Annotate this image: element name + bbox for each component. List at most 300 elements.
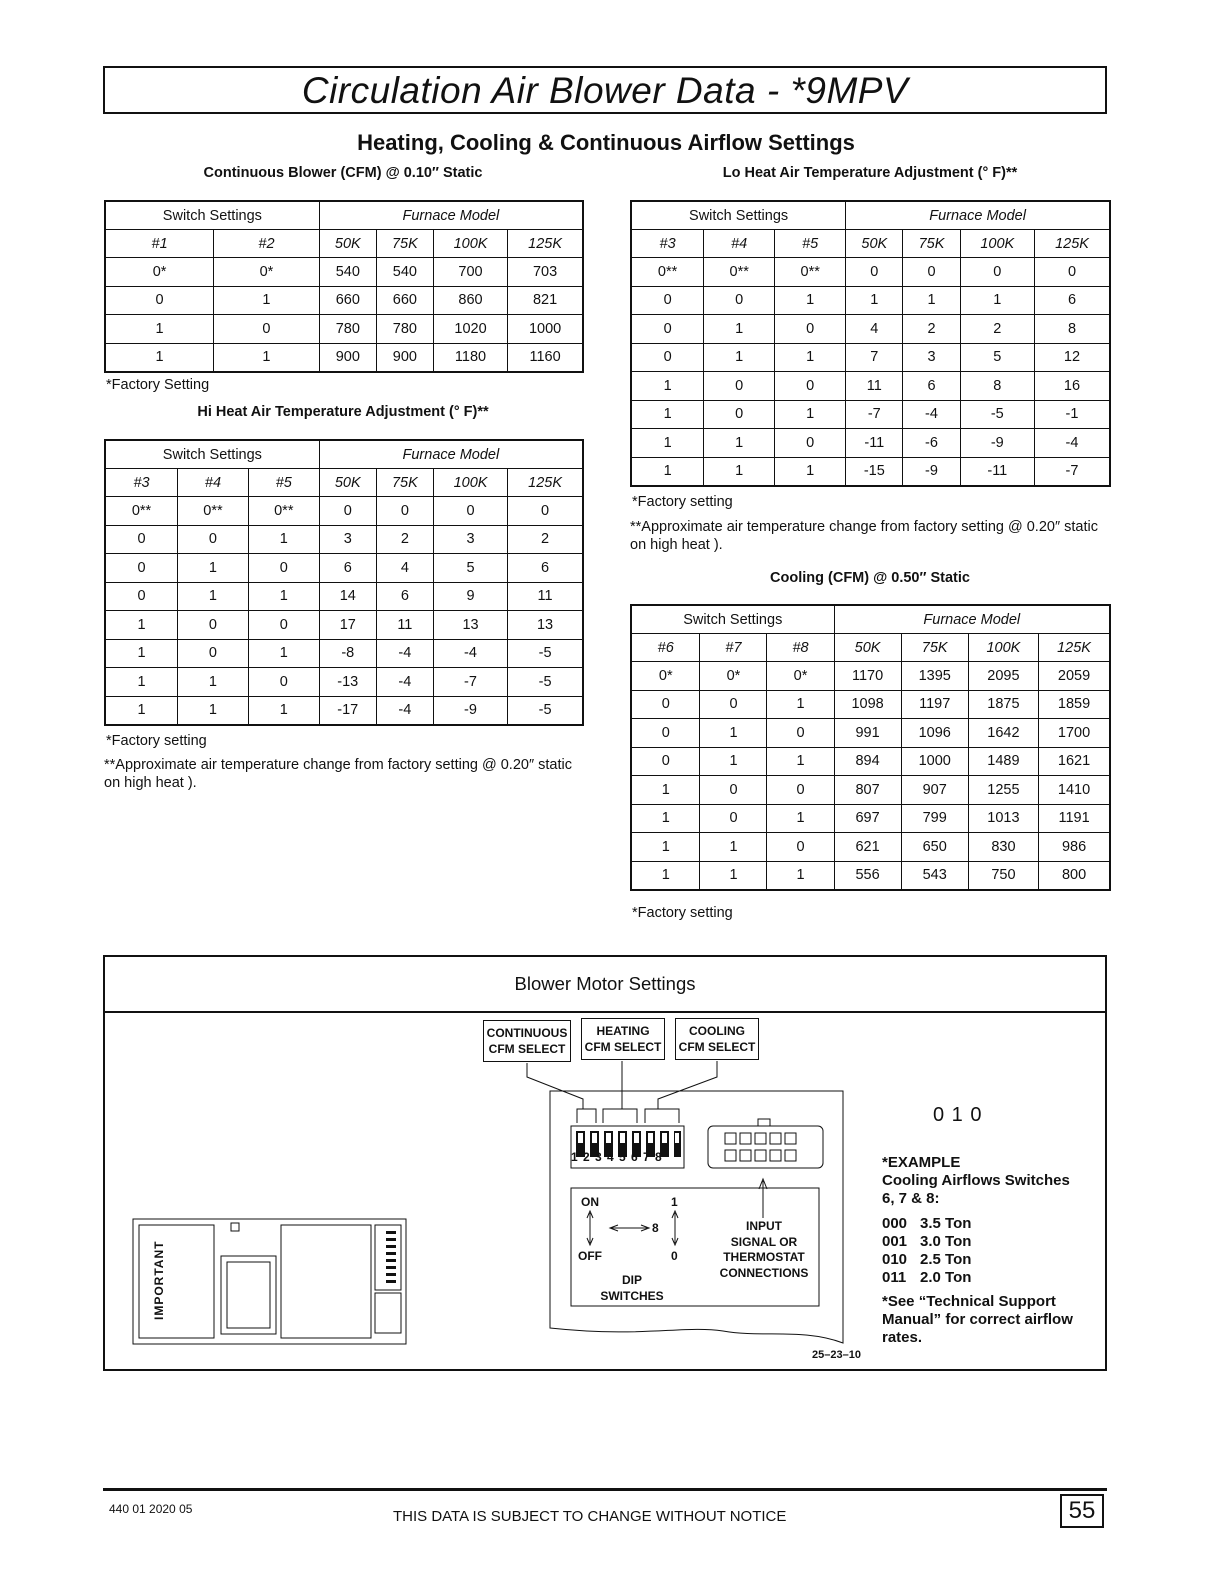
column-header: #5 <box>775 230 846 258</box>
table-cell: 1098 <box>834 690 901 719</box>
table-cell: 1096 <box>901 719 968 748</box>
sel-cooling-line2: CFM SELECT <box>678 1040 756 1054</box>
important-label: IMPORTANT <box>152 1240 166 1320</box>
table-cell: 1170 <box>834 662 901 691</box>
table-cell: 1642 <box>968 719 1038 748</box>
table-cell: 1 <box>775 286 846 315</box>
tons-list <box>882 1215 971 1287</box>
table-cell: 0 <box>704 400 775 429</box>
table-cell: 0 <box>700 776 767 805</box>
table-cell: 750 <box>968 861 1038 890</box>
table-cell: 540 <box>319 258 376 287</box>
input-line4: CONNECTIONS <box>719 1265 809 1280</box>
hi-heat-note1: *Factory setting <box>106 733 207 749</box>
blower-motor-heading: Blower Motor Settings <box>103 955 1107 1013</box>
table-cell: 0* <box>214 258 320 287</box>
column-header: #5 <box>248 469 319 497</box>
column-header: 100K <box>433 230 507 258</box>
column-header: 50K <box>846 230 903 258</box>
table-cell: 1 <box>700 861 767 890</box>
lo-heat-note1: *Factory setting <box>632 494 733 510</box>
table-cell: 894 <box>834 747 901 776</box>
connector-block <box>708 1126 823 1168</box>
table-cell: 807 <box>834 776 901 805</box>
column-header: #3 <box>631 230 704 258</box>
table-cell: 1 <box>775 457 846 486</box>
table-cell: -5 <box>508 696 583 725</box>
tons-code: 000 <box>882 1215 908 1232</box>
table-cell: 1700 <box>1039 719 1110 748</box>
table-cell: 703 <box>508 258 583 287</box>
column-header: 125K <box>1035 230 1111 258</box>
continuous-table <box>104 200 584 373</box>
page-title: Circulation Air Blower Data - *9MPV <box>301 70 909 111</box>
table-cell: 14 <box>319 582 376 611</box>
table-cell: -4 <box>376 696 433 725</box>
table-cell: 1 <box>631 833 700 862</box>
table-cell: -7 <box>846 400 903 429</box>
table-cell: 0 <box>433 497 507 526</box>
table-cell: 900 <box>376 343 433 372</box>
table-cell: 0 <box>508 497 583 526</box>
example-title: *EXAMPLE <box>882 1154 961 1171</box>
table-cell: 1 <box>775 400 846 429</box>
table-cell: 1 <box>178 668 249 697</box>
cooling-table <box>630 604 1111 891</box>
table-cell: 0 <box>704 372 775 401</box>
column-header: #4 <box>178 469 249 497</box>
table-cell: 0 <box>767 719 834 748</box>
table-cell: 0 <box>105 582 178 611</box>
table-row <box>105 582 583 611</box>
continuous-caption: Continuous Blower (CFM) @ 0.10″ Static <box>203 165 483 181</box>
dip-switches-label <box>597 1272 667 1304</box>
table-cell: 0 <box>775 429 846 458</box>
table-row <box>631 662 1110 691</box>
table-cell: 4 <box>846 315 903 344</box>
tons-code: 010 <box>882 1251 908 1268</box>
continuous-leader-line <box>527 1063 583 1109</box>
table-cell: 780 <box>376 315 433 344</box>
table-cell: 13 <box>433 611 507 640</box>
table-cell: -11 <box>960 457 1034 486</box>
input-line3: THERMOSTAT <box>723 1250 805 1264</box>
table-cell: 3 <box>433 525 507 554</box>
table-cell: 621 <box>834 833 901 862</box>
table-cell: 3 <box>319 525 376 554</box>
column-header: #1 <box>105 230 214 258</box>
table-row <box>105 315 583 344</box>
column-header: #6 <box>631 634 700 662</box>
table-cell: 1020 <box>433 315 507 344</box>
table-cell: 986 <box>1039 833 1110 862</box>
table-cell: 660 <box>319 286 376 315</box>
table-cell: 1000 <box>508 315 583 344</box>
table-cell: 8 <box>1035 315 1111 344</box>
table-cell: 0 <box>631 747 700 776</box>
column-header: 125K <box>508 230 583 258</box>
sel-continuous-line1: CONTINUOUS <box>486 1026 568 1040</box>
lo-heat-caption: Lo Heat Air Temperature Adjustment (° F)** <box>722 165 1018 181</box>
column-header: #7 <box>700 634 767 662</box>
table-cell: 0 <box>178 639 249 668</box>
sel-cooling-line1: COOLING <box>689 1024 745 1038</box>
table-cell: -9 <box>960 429 1034 458</box>
table-row <box>631 343 1110 372</box>
table-cell: -4 <box>903 400 960 429</box>
example-code: 0 1 0 <box>933 1104 983 1126</box>
table-cell: 0** <box>178 497 249 526</box>
table-cell: 1 <box>631 776 700 805</box>
table-cell: 1 <box>631 400 704 429</box>
tons-value: 2.0 Ton <box>920 1269 972 1286</box>
table-cell: 1 <box>248 525 319 554</box>
table-cell: 6 <box>508 554 583 583</box>
table-cell: 2 <box>508 525 583 554</box>
column-header: 75K <box>376 230 433 258</box>
table-cell: 0* <box>105 258 214 287</box>
table-cell: 16 <box>1035 372 1111 401</box>
hi-heat-note2: **Approximate air temperature change from factory setting @ 0.20″ static on high heat ). <box>104 757 572 791</box>
table-cell: 2 <box>376 525 433 554</box>
tons-value: 2.5 Ton <box>920 1251 972 1268</box>
table-row <box>631 315 1110 344</box>
table-cell: -6 <box>903 429 960 458</box>
table-cell: 1 <box>704 429 775 458</box>
table-cell: 0 <box>1035 258 1111 287</box>
column-header: 75K <box>376 469 433 497</box>
table-cell: 0** <box>631 258 704 287</box>
table-cell: 0* <box>700 662 767 691</box>
column-header: 75K <box>903 230 960 258</box>
one-label: 1 <box>671 1195 678 1209</box>
table-cell: 11 <box>508 582 583 611</box>
table-cell: 1 <box>631 861 700 890</box>
table-cell: 1 <box>178 582 249 611</box>
table-cell: 0** <box>105 497 178 526</box>
hi-heat-caption: Hi Heat Air Temperature Adjustment (° F)** <box>197 404 489 420</box>
table-cell: 1000 <box>901 747 968 776</box>
table-cell: 0 <box>248 554 319 583</box>
table-row <box>105 286 583 315</box>
furnace-model-header: Furnace Model <box>846 201 1110 230</box>
table-cell: 1 <box>178 554 249 583</box>
table-row <box>631 372 1110 401</box>
table-cell: -9 <box>433 696 507 725</box>
dip-numbers: 1 2 3 4 5 6 7 8 <box>571 1150 663 1164</box>
table-cell: 540 <box>376 258 433 287</box>
column-header: #4 <box>704 230 775 258</box>
table-cell: 1859 <box>1039 690 1110 719</box>
table-cell: 1 <box>704 343 775 372</box>
table-cell: 907 <box>901 776 968 805</box>
switch-settings-header: Switch Settings <box>105 440 319 469</box>
table-cell: -4 <box>433 639 507 668</box>
table-row <box>631 861 1110 890</box>
lo-heat-table <box>630 200 1111 487</box>
table-cell: -17 <box>319 696 376 725</box>
table-row <box>631 776 1110 805</box>
column-header: 50K <box>319 469 376 497</box>
column-header: #3 <box>105 469 178 497</box>
table-cell: 1 <box>700 747 767 776</box>
table-cell: 1 <box>631 372 704 401</box>
table-cell: 0 <box>248 668 319 697</box>
table-cell: 0 <box>903 258 960 287</box>
table-cell: 1 <box>700 719 767 748</box>
table-cell: 1255 <box>968 776 1038 805</box>
table-cell: 0 <box>178 611 249 640</box>
table-cell: 6 <box>319 554 376 583</box>
table-cell: 1395 <box>901 662 968 691</box>
table-cell: 0 <box>775 315 846 344</box>
tons-value: 3.5 Ton <box>920 1215 972 1232</box>
table-cell: 1 <box>960 286 1034 315</box>
table-cell: -1 <box>1035 400 1111 429</box>
table-cell: 0 <box>319 497 376 526</box>
hi-heat-table <box>104 439 584 726</box>
column-header: 100K <box>433 469 507 497</box>
table-cell: -4 <box>1035 429 1111 458</box>
table-cell: 0 <box>700 690 767 719</box>
cooling-note: *Factory setting <box>632 905 733 921</box>
off-label: OFF <box>578 1249 602 1263</box>
continuous-note: *Factory Setting <box>106 377 210 393</box>
table-cell: 1 <box>105 343 214 372</box>
table-row <box>631 833 1110 862</box>
table-cell: 543 <box>901 861 968 890</box>
table-cell: 1 <box>767 861 834 890</box>
table-cell: 0 <box>775 372 846 401</box>
table-row <box>105 343 583 372</box>
table-cell: 9 <box>433 582 507 611</box>
sel-heating-line1: HEATING <box>596 1024 650 1038</box>
footer-notice: THIS DATA IS SUBJECT TO CHANGE WITHOUT NOTICE <box>393 1508 787 1525</box>
table-cell: 780 <box>319 315 376 344</box>
table-cell: -5 <box>960 400 1034 429</box>
table-cell: 1 <box>631 804 700 833</box>
table-cell: 1 <box>700 833 767 862</box>
table-cell: 1 <box>767 804 834 833</box>
table-row <box>631 457 1110 486</box>
table-cell: 1180 <box>433 343 507 372</box>
table-cell: 800 <box>1039 861 1110 890</box>
table-cell: 1 <box>767 747 834 776</box>
table-cell: 821 <box>508 286 583 315</box>
table-row <box>631 286 1110 315</box>
table-cell: 6 <box>903 372 960 401</box>
table-row <box>105 497 583 526</box>
table-cell: 6 <box>376 582 433 611</box>
table-cell: 1 <box>248 639 319 668</box>
table-cell: 1 <box>631 457 704 486</box>
table-cell: 0 <box>960 258 1034 287</box>
table-row <box>105 525 583 554</box>
table-cell: 0 <box>105 286 214 315</box>
table-cell: 556 <box>834 861 901 890</box>
doc-number: 440 01 2020 05 <box>109 1502 193 1516</box>
table-cell: 0 <box>767 776 834 805</box>
page-number: 55 <box>1060 1494 1104 1528</box>
furnace-model-header: Furnace Model <box>319 440 583 469</box>
table-cell: 0 <box>631 690 700 719</box>
column-header: 100K <box>968 634 1038 662</box>
table-cell: 1 <box>105 315 214 344</box>
table-cell: 0* <box>631 662 700 691</box>
table-cell: 1 <box>105 668 178 697</box>
table-row <box>631 258 1110 287</box>
table-cell: 2095 <box>968 662 1038 691</box>
table-cell: -15 <box>846 457 903 486</box>
table-cell: 1 <box>105 611 178 640</box>
table-row <box>105 611 583 640</box>
table-cell: 0 <box>631 719 700 748</box>
table-cell: -4 <box>376 639 433 668</box>
table-cell: 650 <box>901 833 968 862</box>
dip-label-line1: DIP <box>621 1273 642 1287</box>
table-cell: 1013 <box>968 804 1038 833</box>
see-line2: Manual” for correct airflow <box>882 1311 1073 1328</box>
table-cell: 1 <box>903 286 960 315</box>
table-cell: 660 <box>376 286 433 315</box>
table-cell: -7 <box>1035 457 1111 486</box>
table-cell: 1191 <box>1039 804 1110 833</box>
table-cell: 12 <box>1035 343 1111 372</box>
table-cell: 1 <box>846 286 903 315</box>
table-row <box>631 719 1110 748</box>
cooling-caption: Cooling (CFM) @ 0.50″ Static <box>770 570 970 586</box>
table-row <box>631 400 1110 429</box>
figure-number: 25–23–10 <box>812 1349 861 1361</box>
table-cell: 0 <box>846 258 903 287</box>
table-cell: 0 <box>631 315 704 344</box>
switch-settings-header: Switch Settings <box>631 605 834 634</box>
tons-row <box>882 1251 971 1269</box>
table-cell: 1 <box>704 457 775 486</box>
table-cell: 0 <box>178 525 249 554</box>
table-cell: 1 <box>214 286 320 315</box>
tons-code: 011 <box>882 1269 907 1286</box>
table-cell: 0 <box>631 286 704 315</box>
table-cell: 1 <box>704 315 775 344</box>
table-row <box>105 554 583 583</box>
table-cell: 0 <box>214 315 320 344</box>
table-cell: 0 <box>704 286 775 315</box>
table-cell: 1 <box>248 582 319 611</box>
connector-pins <box>725 1133 796 1161</box>
column-header: 50K <box>319 230 376 258</box>
table-cell: 1197 <box>901 690 968 719</box>
table-cell: -9 <box>903 457 960 486</box>
table-cell: 1 <box>248 696 319 725</box>
table-cell: 1 <box>105 639 178 668</box>
tons-row <box>882 1233 971 1251</box>
table-cell: 1410 <box>1039 776 1110 805</box>
table-cell: 991 <box>834 719 901 748</box>
control-board-outline <box>550 1091 843 1343</box>
table-cell: 0 <box>631 343 704 372</box>
table-cell: 5 <box>960 343 1034 372</box>
footer-rule <box>103 1488 1107 1491</box>
table-cell: 799 <box>901 804 968 833</box>
table-cell: 7 <box>846 343 903 372</box>
column-header: #2 <box>214 230 320 258</box>
table-cell: 1489 <box>968 747 1038 776</box>
on-label: ON <box>581 1195 599 1209</box>
table-cell: -7 <box>433 668 507 697</box>
table-cell: 1621 <box>1039 747 1110 776</box>
lo-heat-note2: **Approximate air temperature change from factory setting @ 0.20″ static on high heat ). <box>630 519 1098 553</box>
tons-row <box>882 1215 971 1233</box>
table-cell: 1 <box>767 690 834 719</box>
switch-settings-header: Switch Settings <box>631 201 846 230</box>
table-cell: 11 <box>846 372 903 401</box>
tons-value: 3.0 Ton <box>920 1233 972 1250</box>
table-cell: 2059 <box>1039 662 1110 691</box>
see-line1: *See “Technical Support <box>882 1293 1056 1310</box>
table-cell: 3 <box>903 343 960 372</box>
table-cell: 0 <box>105 525 178 554</box>
input-line2: SIGNAL OR <box>730 1234 798 1249</box>
table-cell: 1 <box>178 696 249 725</box>
table-cell: 0** <box>704 258 775 287</box>
table-cell: -5 <box>508 668 583 697</box>
section-subtitle: Heating, Cooling & Continuous Airflow Settings <box>357 130 855 155</box>
table-cell: 4 <box>376 554 433 583</box>
column-header: #8 <box>767 634 834 662</box>
table-cell: 11 <box>376 611 433 640</box>
table-row <box>631 804 1110 833</box>
cooling-leader-line <box>658 1061 717 1109</box>
table-cell: 2 <box>903 315 960 344</box>
table-cell: -4 <box>376 668 433 697</box>
dip-label-line2: SWITCHES <box>600 1289 664 1303</box>
table-cell: 0 <box>700 804 767 833</box>
table-cell: 1 <box>214 343 320 372</box>
input-line1: INPUT <box>746 1219 782 1233</box>
switch-settings-header: Switch Settings <box>105 201 319 230</box>
zero-label: 0 <box>671 1249 678 1263</box>
sel-heating-line2: CFM SELECT <box>584 1040 662 1054</box>
input-signal-label <box>712 1219 816 1281</box>
table-cell: 830 <box>968 833 1038 862</box>
table-cell: 5 <box>433 554 507 583</box>
column-header: 125K <box>508 469 583 497</box>
table-row <box>631 690 1110 719</box>
table-row <box>105 668 583 697</box>
table-cell: 0 <box>767 833 834 862</box>
sel-continuous-line2: CFM SELECT <box>488 1042 566 1056</box>
table-cell: 8 <box>960 372 1034 401</box>
tons-row <box>882 1269 971 1287</box>
table-cell: 0 <box>376 497 433 526</box>
table-cell: -13 <box>319 668 376 697</box>
table-cell: 1875 <box>968 690 1038 719</box>
table-cell: -11 <box>846 429 903 458</box>
table-cell: 0** <box>248 497 319 526</box>
table-cell: 900 <box>319 343 376 372</box>
table-cell: 697 <box>834 804 901 833</box>
table-cell: 1 <box>105 696 178 725</box>
furnace-model-header: Furnace Model <box>319 201 583 230</box>
table-cell: 0** <box>775 258 846 287</box>
column-header: 50K <box>834 634 901 662</box>
column-header: 100K <box>960 230 1034 258</box>
see-line3: rates. <box>882 1329 923 1346</box>
tons-code: 001 <box>882 1233 908 1250</box>
table-cell: 2 <box>960 315 1034 344</box>
table-cell: 1 <box>631 429 704 458</box>
